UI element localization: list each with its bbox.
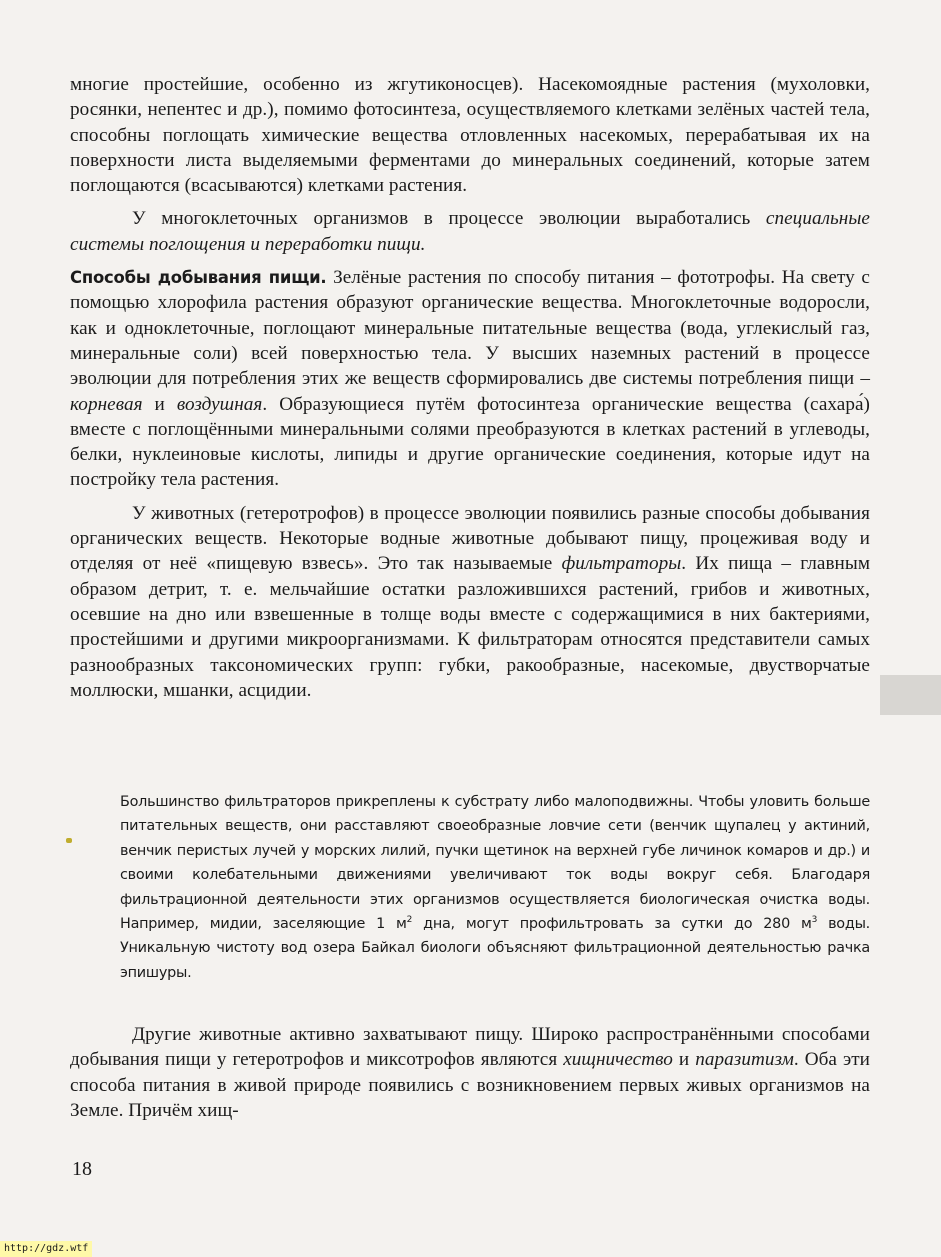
watermark-link[interactable]: http://gdz.wtf [0,1241,92,1257]
section-heading: Способы добывания пищи. [70,268,327,288]
main-text-bottom [70,1022,870,1131]
page-number: 18 [72,1158,92,1180]
paragraph-2: У многоклеточных организмов в процессе эволюции выработались специальные системы поглощения и переработки пищи. [70,208,870,255]
paragraph-1: многие простейшие, особенно из жгутиконосцев). Насекомоядные растения (мухоловки, росянки, непентес и др.), помимо фотосинтеза, осуществляемого клетками зелёных частей тела, способны поглощать химические вещества отловленных насекомых, перерабатывая их на поверхности листа выделяемыми ферментами до минеральных соединений, которые затем поглощаются (всасываются) клетками растения. [70,74,870,197]
paragraph-5: Другие животные активно захватывают пищу. Широко распространёнными способами добывания пищи у гетеротрофов и миксотрофов являются хищничество и паразитизм. Оба эти способа питания в живой природе появились с возникновением первых живых организмов на Земле. Причём хищ- [70,1024,870,1121]
info-box-text: Большинство фильтраторов прикреплены к субстрату либо малоподвижны. Чтобы уловить больше питательных веществ, они расставляют своеобразные ловчие сети (венчик щупалец у актиний, венчик перистых лучей у морских лилий, пучки щетинок на верхней губе личинок комаров и др.) и своими колебательными движениями увеличивают ток воды вокруг себя. Благодаря фильтрационной деятельности этих организмов осуществляется биологическая очистка воды. Например, мидии, заселяющие 1 $м^2$ дна, могут профильтровать за сутки до 280 $м^3$ воды. Уникальную чистоту вод озера Байкал биологи объясняют фильтрационной деятельностью рачка эпишуры. [120,794,871,981]
info-box [120,790,870,985]
paragraph-4: У животных (гетеротрофов) в процессе эволюции появились разные способы добывания органических веществ. Некоторые водные животные добывают пищу, процеживая воду и отделяя от неё «пищевую взвесь». Это так называемые фильтраторы. Их пища – главным образом детрит, т. е. мельчайшие остатки разложившихся растений, грибов и животных, осевшие на дно или взвешенные в толще воды вместе с содержащимися в них бактериями, простейшими и другими микроорганизмами. К фильтраторам относятся представители самых разнообразных таксономических групп: губки, ракообразные, насекомые, двустворчатые моллюски, мшанки, асцидии. [70,502,871,701]
side-shade [880,675,941,715]
box-marker-icon [66,838,72,843]
main-text-top [70,72,870,711]
paragraph-3: Способы добывания пищи. Зелёные растения по способу питания – фототрофы. На свету с помощью хлорофила растения образуют органические вещества. Многоклеточные водоросли, как и одноклеточные, поглощают минеральные питательные вещества (вода, углекислый газ, минеральные соли) всей поверхностью тела. У высших наземных растений в процессе эволюции для потребления этих же веществ сформировались две системы потребления пищи – корневая и воздушная. Образующиеся путём фотосинтеза органические вещества (сахара́) вместе с поглощёнными минеральными солями преобразуются в клетках растений в углеводы, белки, нуклеиновые кислоты, липиды и другие органические соединения, которые идут на постройку тела растения. [70,267,870,491]
